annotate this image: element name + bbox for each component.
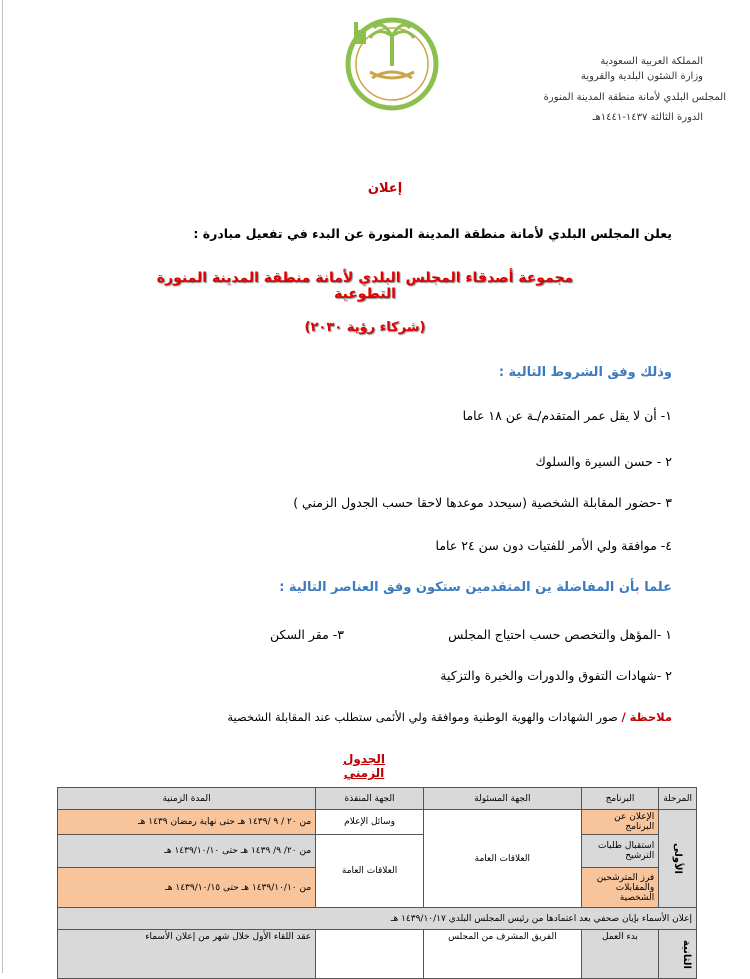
announcement-title: إعلان — [367, 181, 403, 196]
header-duration: المدة الزمنية — [58, 788, 316, 810]
program-cell: الإعلان عن البرنامج — [581, 810, 658, 835]
preference-item: ١ -المؤهل والتخصص حسب احتياج المجلس — [448, 627, 672, 642]
responsible-cell: الفريق المشرف من المجلس — [423, 930, 581, 979]
program-cell: بدء العمل — [581, 930, 658, 979]
header-term: الدورة الثالثة ١٤٣٧-١٤٤١هـ — [592, 112, 703, 123]
header-country: المملكة العربية السعودية — [600, 56, 703, 67]
duration-cell: من ٢٠ / ٩ /١٤٣٩ هـ حتى نهاية رمضان ١٤٣٩ هـ — [58, 810, 316, 835]
initiative-title: مجموعة أصدقاء المجلس البلدي لأمانة منطقة المدينة المنورة التطوعية — [156, 270, 574, 302]
program-cell: فرز المترشحين والمقابلات الشخصية — [581, 868, 658, 908]
phase-two: الثانية — [659, 930, 697, 979]
initiative-subtitle: (شركاء رؤية ٢٠٣٠) — [304, 320, 426, 335]
condition-item: ٢ - حسن السيرة والسلوك — [535, 454, 672, 469]
header-council: المجلس البلدي لأمانة منطقة المدينة المنورة — [543, 92, 726, 103]
executor-cell — [316, 930, 424, 979]
conditions-heading: وذلك وفق الشروط التالية : — [498, 365, 672, 380]
duration-cell: من ٢٠/ ٩/ ١٤٣٩ هـ حتى ١٤٣٩/١٠/١٠ هـ — [58, 835, 316, 868]
header-executor: الجهة المنفذة — [316, 788, 424, 810]
preference-item: ٣- مقر السكن — [270, 627, 344, 642]
ministry-logo — [340, 8, 444, 112]
schedule-table — [57, 787, 697, 979]
note-text: صور الشهادات والهوية الوطنية وموافقة ولي الأئمى ستطلب عند المقابلة الشخصية — [227, 710, 622, 724]
condition-item: ١- أن لا يقل عمر المتقدم/ـة عن ١٨ عاما — [462, 408, 672, 423]
responsible-cell: العلاقات العامة — [423, 810, 581, 908]
program-cell: استقبال طلبات الترشيح — [581, 835, 658, 868]
executor-cell: العلاقات العامة — [316, 835, 424, 908]
header-phase: المرحلة — [659, 788, 697, 810]
note-label: ملاحظة / — [621, 710, 672, 724]
intro-text: يعلن المجلس البلدي لأمانة منطقة المدينة المنورة عن البدء في تفعيل مبادرة : — [193, 226, 672, 241]
announcement-row: إعلان الأسماء بإيان صحفي بعد اعتمادها من رئيس المجلس البلدي ١٤٣٩/١٠/١٧ هـ — [58, 908, 697, 930]
phase-one: الأولى — [659, 810, 697, 908]
page-edge-line — [2, 0, 3, 973]
duration-cell: من ١٤٣٩/١٠/١٠ هـ حتى ١٤٣٩/١٠/١٥ هـ — [58, 868, 316, 908]
condition-item: ٣ -حضور المقابلة الشخصية (سيحدد موعدها لاحقا حسب الجدول الزمني ) — [293, 495, 672, 510]
schedule-title: الجدول الزمني — [342, 752, 386, 780]
header-ministry: وزارة الشئون البلدية والقروية — [580, 71, 703, 82]
header-program: البرنامج — [581, 788, 658, 810]
preference-item: ٢ -شهادات التفوق والدورات والخبرة والتزكية — [440, 668, 672, 683]
note — [227, 710, 672, 724]
header-responsible: الجهة المسئولة — [423, 788, 581, 810]
duration-cell: عقد اللقاء الأول خلال شهر من إعلان الأسماء — [58, 930, 316, 979]
executor-cell: وسائل الإعلام — [316, 810, 424, 835]
condition-item: ٤- موافقة ولي الأمر للفتيات دون سن ٢٤ عاما — [435, 538, 672, 553]
preference-heading: علما بأن المفاضلة ين المتقدمين ستكون وفق العناصر التالية : — [279, 580, 672, 595]
